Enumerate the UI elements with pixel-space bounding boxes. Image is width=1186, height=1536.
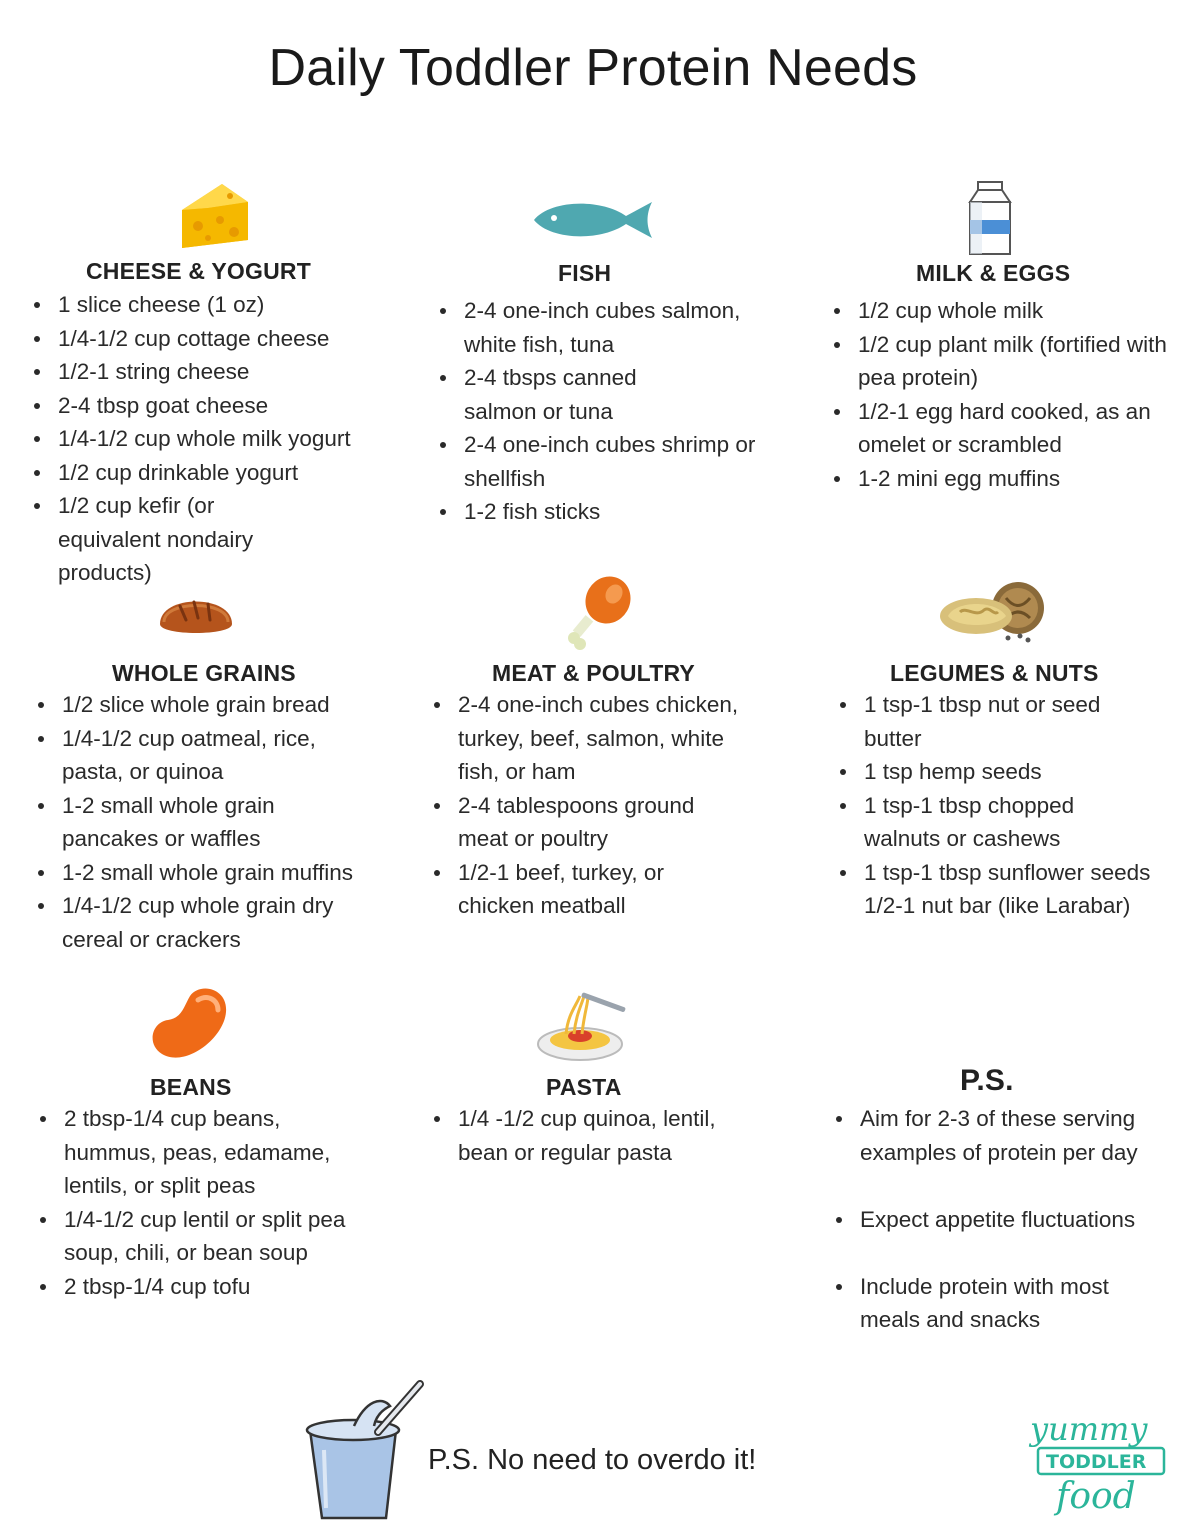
section-meat-poultry [430, 574, 770, 934]
list-item: 1 slice cheese (1 oz) [30, 288, 390, 322]
section-pasta [430, 984, 770, 1184]
section-heading: CHEESE & YOGURT [86, 258, 311, 284]
list-item: Include protein with most meals and snacks [832, 1270, 1160, 1337]
milk-carton-icon [964, 180, 1016, 256]
list-item: 2-4 tablespoons ground meat or poultry [430, 789, 748, 856]
list-item: 1 tsp-1 tbsp nut or seed butter [836, 688, 1144, 755]
section-fish [436, 190, 766, 530]
cheese-icon [178, 180, 252, 252]
fish-list [436, 294, 756, 529]
footer-note: P.S. No need to overdo it! [428, 1444, 757, 1476]
cheese-list [30, 288, 390, 590]
grains-list [34, 688, 394, 956]
section-heading: MILK & EGGS [916, 260, 1071, 286]
list-item: 1/2-1 beef, turkey, or chicken meatball [430, 856, 718, 923]
section-heading: FISH [558, 260, 612, 286]
section-ps [832, 1064, 1172, 1354]
meat-list [430, 688, 760, 923]
pasta-plate-icon [536, 984, 632, 1062]
fish-icon [530, 198, 658, 242]
legumes-list [836, 688, 1166, 923]
list-item: 2 tbsp-1/4 cup tofu [36, 1270, 396, 1304]
list-item: 2 tbsp-1/4 cup beans, hummus, peas, edamame, lentils, or split peas [36, 1102, 364, 1203]
list-item: Expect appetite fluctuations [832, 1203, 1172, 1237]
list-item: 1/4-1/2 cup cottage cheese [30, 322, 390, 356]
list-item: 1 tsp hemp seeds [836, 755, 1166, 789]
list-item: 1/4 -1/2 cup quinoa, lentil, bean or regular pasta [430, 1102, 748, 1169]
section-whole-grains [34, 584, 414, 964]
section-cheese-yogurt [30, 180, 410, 590]
svg-text:food: food [1056, 1476, 1136, 1517]
section-beans [36, 984, 406, 1344]
section-heading: LEGUMES & NUTS [890, 660, 1099, 686]
list-item: 2-4 one-inch cubes chicken, turkey, beef, salmon, white fish, or ham [430, 688, 760, 789]
pasta-list [430, 1102, 750, 1169]
list-item: 1 tsp-1 tbsp sunflower seeds 1/2-1 nut bar (like Larabar) [836, 856, 1154, 923]
list-item: 2-4 one-inch cubes shrimp or shellfish [436, 428, 756, 495]
section-heading: BEANS [150, 1074, 232, 1100]
list-item: 2-4 tbsps canned salmon or tuna [436, 361, 714, 428]
list-item: 2-4 tbsp goat cheese [30, 389, 390, 423]
section-heading: P.S. [960, 1064, 1014, 1097]
milk-list [830, 294, 1170, 495]
list-item: 1/2 slice whole grain bread [34, 688, 394, 722]
svg-text:yummy: yummy [1030, 1410, 1148, 1448]
list-item: 1-2 small whole grain pancakes or waffles [34, 789, 312, 856]
page-title: Daily Toddler Protein Needs [268, 39, 918, 97]
list-item: 1-2 mini egg muffins [830, 462, 1170, 496]
yogurt-cup-icon [296, 1380, 428, 1524]
list-item: 1/2 cup drinkable yogurt [30, 456, 390, 490]
list-item: 1-2 fish sticks [436, 495, 756, 529]
yummy-toddler-food-logo [1022, 1410, 1172, 1520]
list-item: 1/2 cup kefir (or equivalent nondairy products) [30, 489, 308, 590]
list-item: 1/2 cup whole milk [830, 294, 1170, 328]
walnut-icon [936, 578, 1048, 644]
list-item: 1/4-1/2 cup whole milk yogurt [30, 422, 390, 456]
section-milk-eggs [830, 180, 1170, 510]
section-heading: MEAT & POULTRY [492, 660, 695, 686]
list-item: 1 tsp-1 tbsp chopped walnuts or cashews [836, 789, 1114, 856]
drumstick-icon [564, 574, 634, 650]
ps-list [832, 1102, 1172, 1370]
list-item: 1/2 cup plant milk (fortified with pea protein) [830, 328, 1170, 395]
list-item: 1/4-1/2 cup whole grain dry cereal or crackers [34, 889, 382, 956]
list-item: 1/2-1 egg hard cooked, as an omelet or scrambled [830, 395, 1170, 462]
list-item: 1/2-1 string cheese [30, 355, 390, 389]
list-item: 1/4-1/2 cup lentil or split pea soup, chili, or bean soup [36, 1203, 354, 1270]
list-item: 2-4 one-inch cubes salmon, white fish, tuna [436, 294, 756, 361]
svg-text:TODDLER: TODDLER [1046, 1451, 1147, 1473]
bean-icon [148, 984, 230, 1062]
list-item: 1-2 small whole grain muffins [34, 856, 394, 890]
section-heading: PASTA [546, 1074, 622, 1100]
bread-icon [156, 584, 236, 640]
section-legumes-nuts [836, 578, 1176, 958]
section-heading: WHOLE GRAINS [112, 660, 296, 686]
beans-list [36, 1102, 396, 1303]
list-item: 1/4-1/2 cup oatmeal, rice, pasta, or quinoa [34, 722, 352, 789]
list-item: Aim for 2-3 of these serving examples of protein per day [832, 1102, 1170, 1169]
